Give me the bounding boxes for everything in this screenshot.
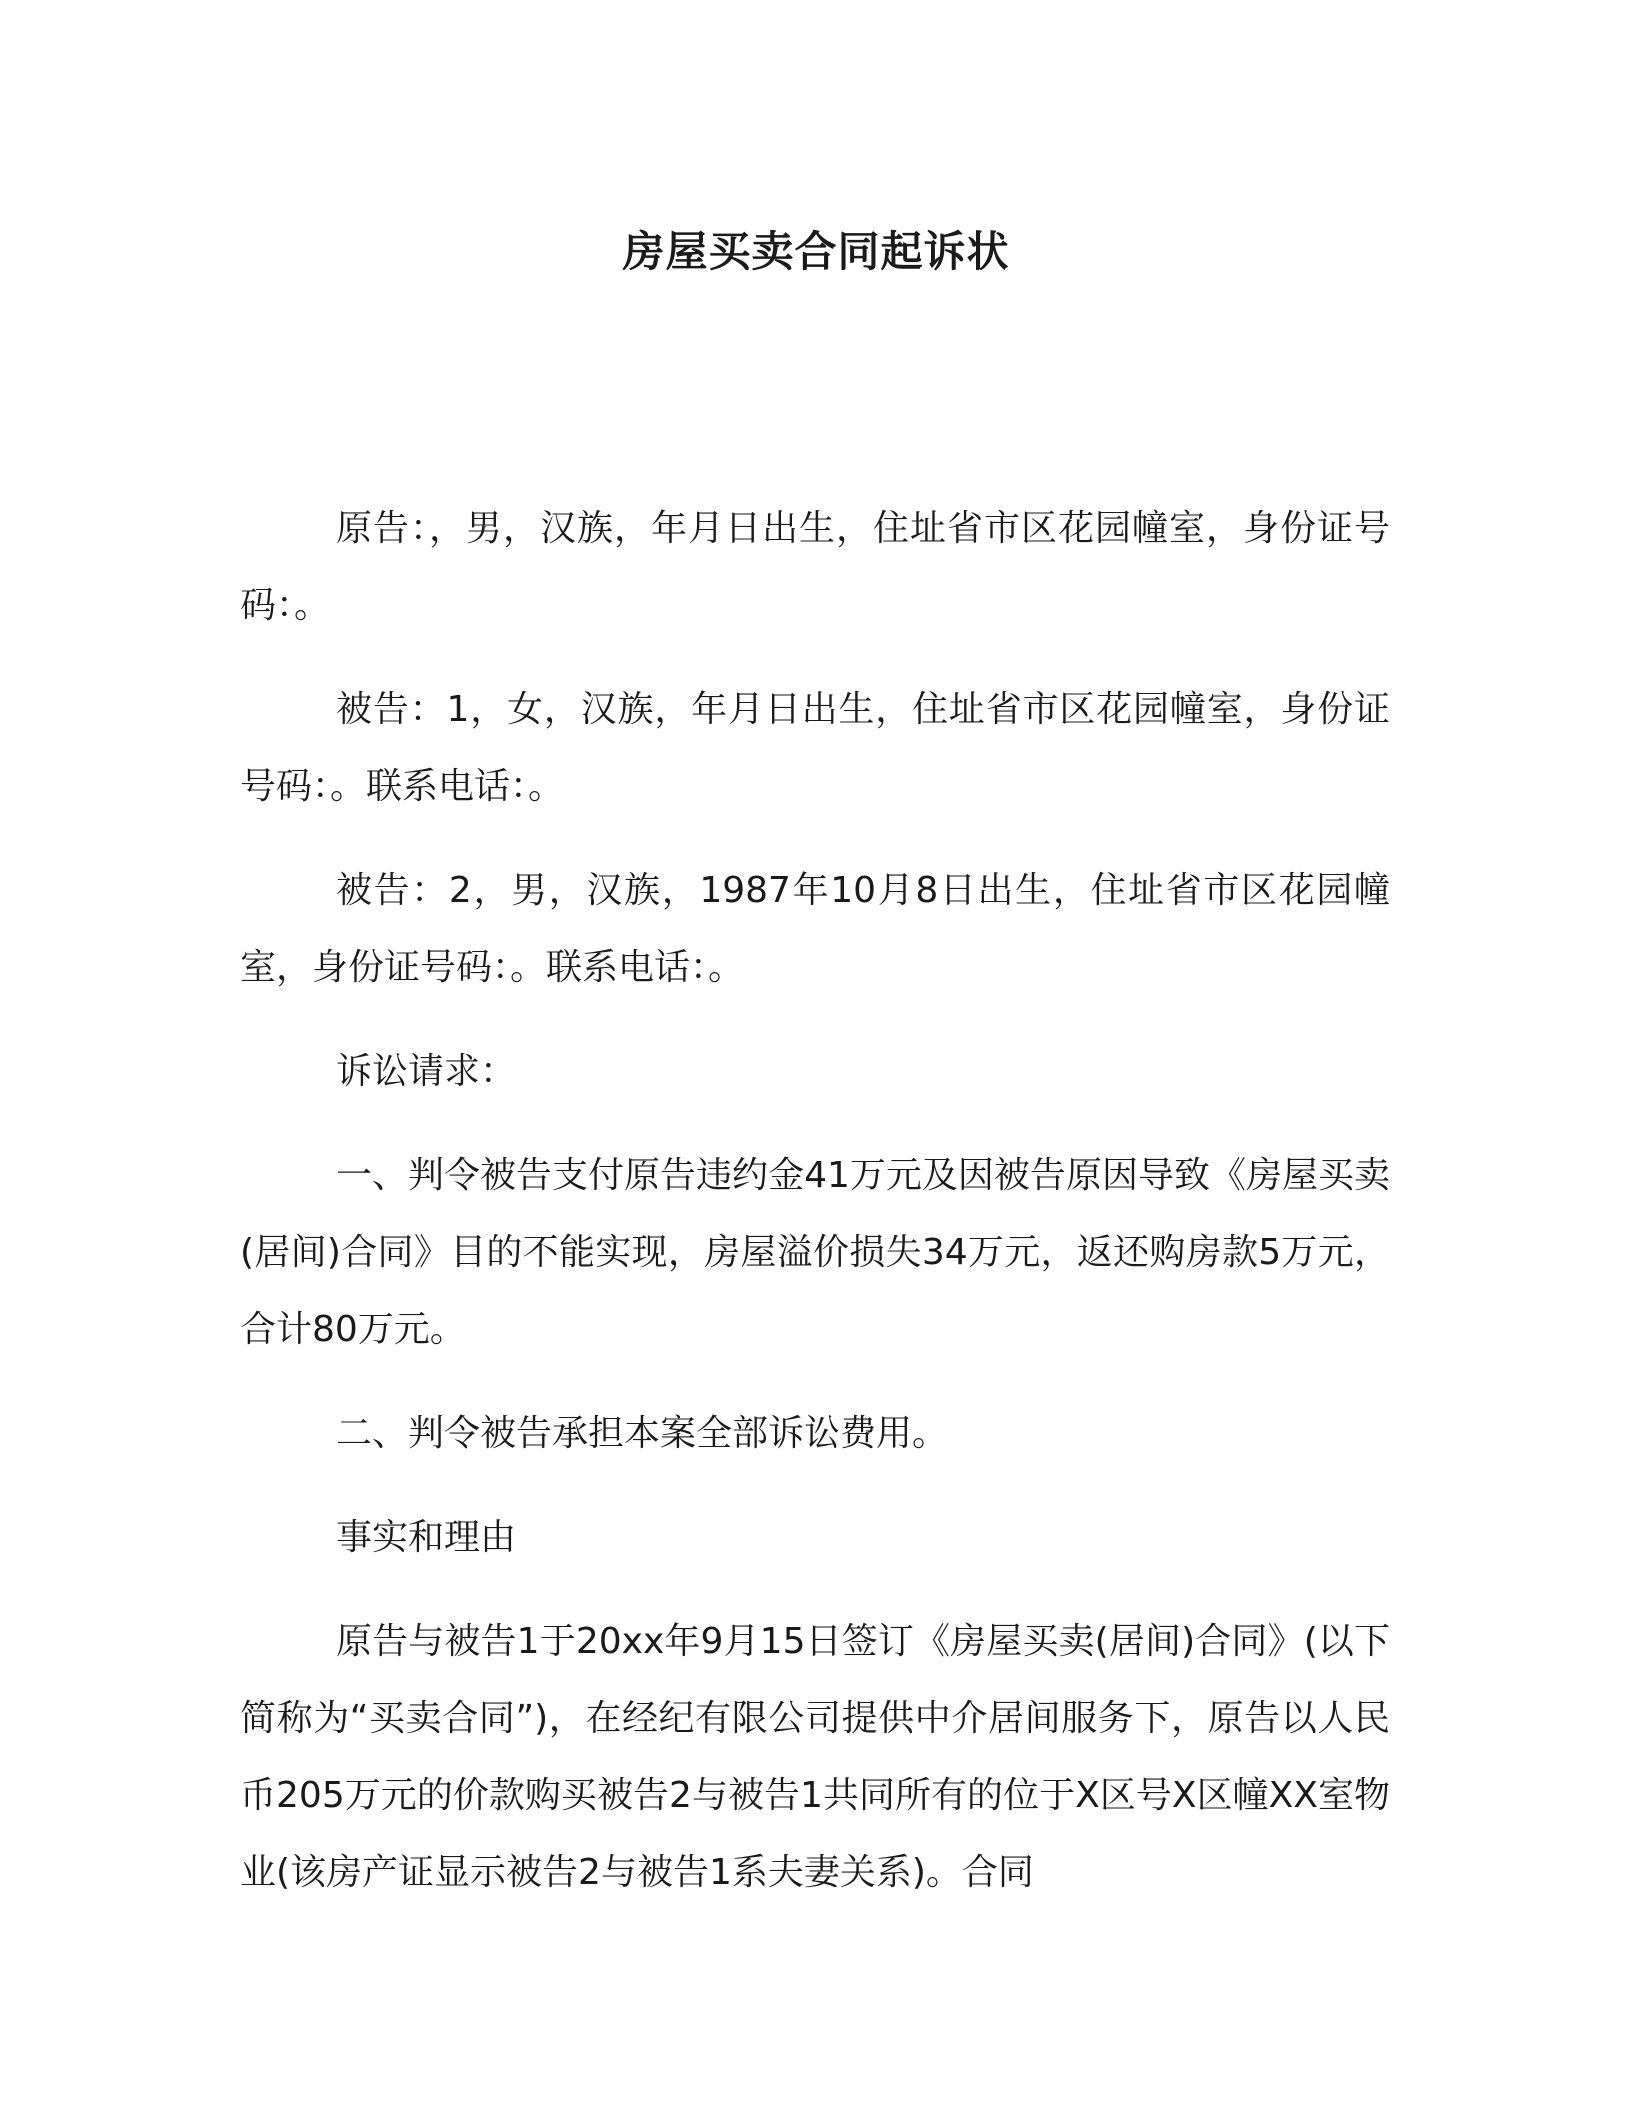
document-title: 房屋买卖合同起诉状 xyxy=(622,227,1010,276)
defendant-1-paragraph: 被告：1，女，汉族，年月日出生，住址省市区花园幢室，身份证号码：。联系电话：。 xyxy=(240,689,1390,807)
facts-paragraph: 原告与被告1于20xx年9月15日签订《房屋买卖(居间)合同》(以下简称为“买卖合同”)，在经纪有限公司提供中介居间服务下，原告以人民币205万元的价款购买被告2与被告1共同所有的位于X区号X区幢XX室物业(该房产证显示被告2与被告1系夫妻关系)。合同 xyxy=(240,1621,1390,1893)
claim-2-paragraph: 二、判令被告承担本案全部诉讼费用。 xyxy=(336,1413,949,1454)
defendant-2-paragraph: 被告：2，男，汉族，1987年10月8日出生，住址省市区花园幢室，身份证号码：。联系电话：。 xyxy=(240,870,1390,988)
claims-heading: 诉讼请求： xyxy=(336,1051,517,1092)
plaintiff-paragraph: 原告：，男，汉族，年月日出生，住址省市区花园幢室，身份证号码：。 xyxy=(240,508,1390,626)
claim-1-paragraph: 一、判令被告支付原告违约金41万元及因被告原因导致《房屋买卖(居间)合同》目的不能实现，房屋溢价损失34万元，返还购房款5万元，合计80万元。 xyxy=(240,1155,1390,1350)
facts-heading: 事实和理由 xyxy=(336,1517,517,1558)
document-body xyxy=(240,490,1390,1938)
